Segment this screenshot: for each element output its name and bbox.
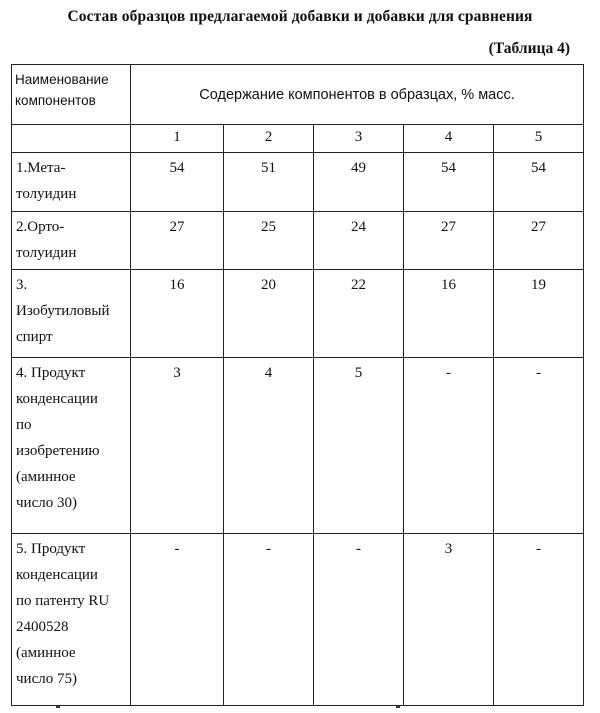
value-cell: 51 [224,153,314,212]
table-row [12,153,584,212]
sample-number: 3 [314,125,404,153]
table-row [12,270,584,358]
value-cell: 20 [224,270,314,358]
component-name-line: 2.Орто- [16,219,65,235]
component-name-line: по [16,417,32,433]
component-name [12,212,131,270]
table-row [12,534,584,706]
component-name-line: 5. Продукт [16,541,86,557]
component-name-line: 3. [16,277,28,293]
component-name-line: (аминное [16,469,76,485]
document-title: Состав образцов предлагаемой добавки и добавки для сравнения [67,8,533,25]
component-name-line: конденсации [16,567,98,583]
sample-number: 2 [224,125,314,153]
text-fragment [396,705,400,708]
composition-table [11,64,584,706]
component-name-line: по патенту RU [16,593,110,609]
component-name-line: 2400528 [16,619,69,635]
header-name-line: Наименование [15,72,109,87]
component-name-line: (аминное [16,645,76,661]
component-name [12,153,131,212]
value-cell: 16 [131,270,224,358]
value-cell: 19 [494,270,584,358]
text-fragment [56,705,60,708]
component-name-line: спирт [16,329,53,345]
value-cell: 3 [404,534,494,706]
sample-number-row [12,125,584,153]
value-cell: 5 [314,358,404,534]
component-name [12,270,131,358]
table-caption: (Таблица 4) [488,40,570,57]
value-cell: 4 [224,358,314,534]
value-cell: - [494,534,584,706]
value-cell: 27 [404,212,494,270]
component-name-line: толуидин [16,186,77,202]
header-content: Содержание компонентов в образцах, % масс. [131,65,584,125]
component-name-line: изобретению [16,443,100,459]
component-name-line: Изобутиловый [16,303,110,319]
value-cell: - [131,534,224,706]
value-cell: - [404,358,494,534]
empty-cell [12,125,131,153]
value-cell: 49 [314,153,404,212]
header-name-line: компонентов [15,93,96,108]
value-cell: - [494,358,584,534]
value-cell: 54 [131,153,224,212]
component-name [12,358,131,534]
table-row [12,212,584,270]
value-cell: 22 [314,270,404,358]
component-name [12,534,131,706]
table-row [12,358,584,534]
component-name-line: число 30) [16,495,77,511]
sample-number: 4 [404,125,494,153]
value-cell: 27 [131,212,224,270]
header-component-name [12,65,131,125]
value-cell: 24 [314,212,404,270]
component-name-line: 1.Мета- [16,160,66,176]
component-name-line: число 75) [16,671,77,687]
value-cell: 54 [494,153,584,212]
component-name-line: толуидин [16,245,77,261]
value-cell: 27 [494,212,584,270]
cropped-next-line [0,703,600,713]
value-cell: 3 [131,358,224,534]
value-cell: - [224,534,314,706]
value-cell: 54 [404,153,494,212]
value-cell: 16 [404,270,494,358]
value-cell: 25 [224,212,314,270]
component-name-line: конденсации [16,391,98,407]
table-header-row [12,65,584,125]
component-name-line: 4. Продукт [16,365,86,381]
sample-number: 1 [131,125,224,153]
sample-number: 5 [494,125,584,153]
value-cell: - [314,534,404,706]
